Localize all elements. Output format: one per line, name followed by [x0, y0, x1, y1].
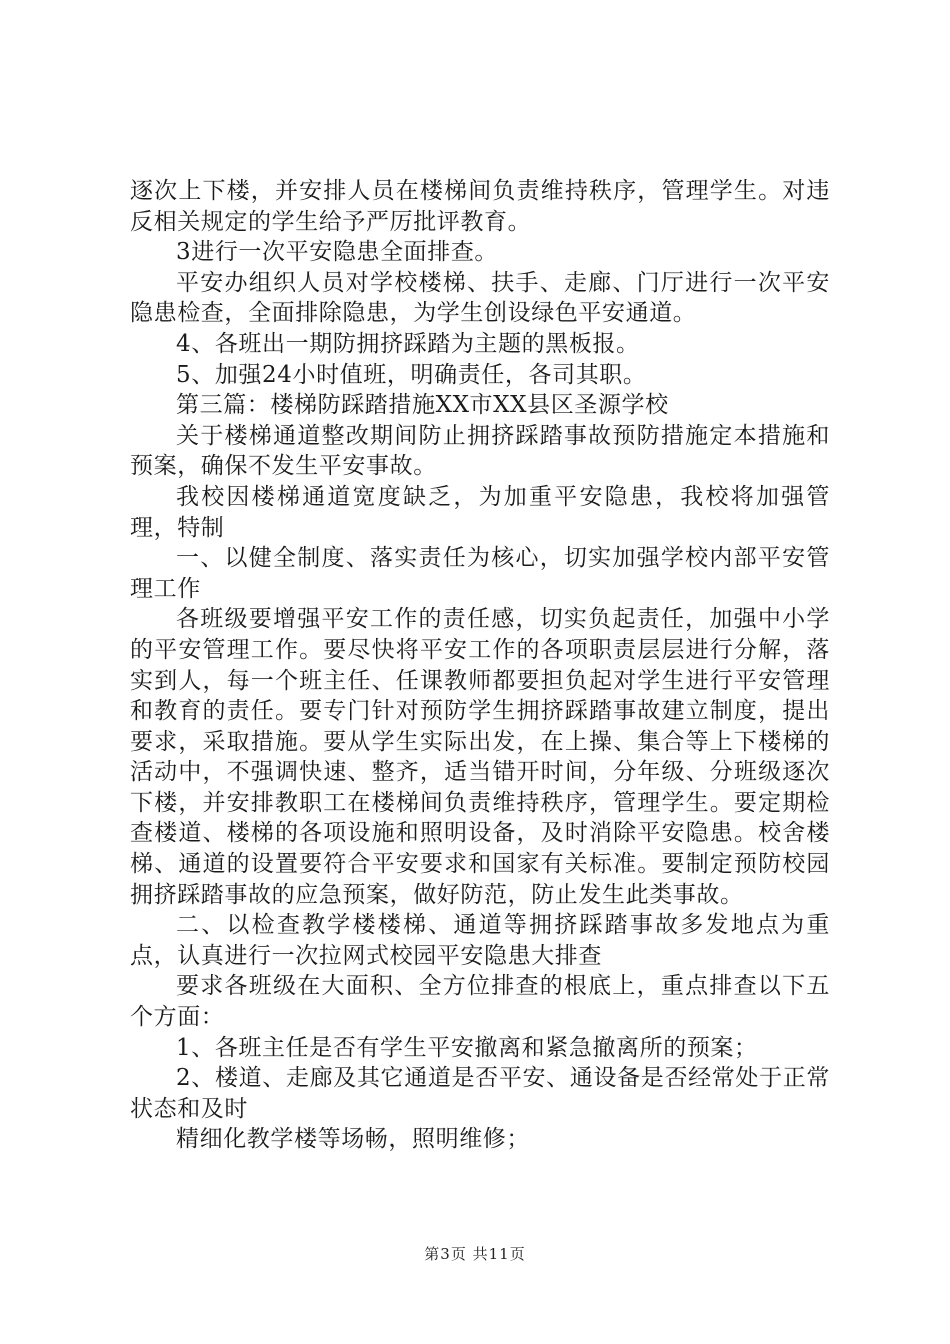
- section-heading: 第三篇：楼梯防踩踏措施XX市XX县区圣源学校: [176, 392, 669, 419]
- paragraph: 各班级要增强平安工作的责任感，切实负起责任，加强中小学的平安管理工作。要尽快将平安工作的各项职责层层进行分解，落实到人，每一个班主任、任课教师都要担负起对学生进行平安管理和教育的责任。要专门针对预防学生拥挤踩踏事故建立制度，提出要求，采取措施。要从学生实际出发，在上操、集合等上下楼梯的活动中，不强调快速、整齐，适当错开时间，分年级、分班级逐次下楼，并安排教职工在楼梯间负责维持秩序，管理学生。要定期检查楼道、楼梯的各项设施和照明设备，及时消除平安隐患。校舍楼梯、通道的设置要符合平安要求和国家有关标准。要制定预防校园拥挤踩踏事故的应急预案，做好防范，防止发生此类事故。: [130, 606, 830, 908]
- paragraph: 我校因楼梯通道宽度缺乏，为加重平安隐患，我校将加强管理，特制: [130, 483, 830, 541]
- paragraph: 一、以健全制度、落实责任为核心，切实加强学校内部平安管理工作: [130, 545, 830, 602]
- paragraph: 5、加强24小时值班，明确责任，各司其职。: [176, 361, 647, 388]
- paragraph: 4、各班出一期防拥挤踩踏为主题的黑板报。: [176, 330, 640, 357]
- paragraph: 关于楼梯通道整改期间防止拥挤踩踏事故预防措施定本措施和预案，确保不发生平安事故。: [130, 422, 830, 480]
- paragraph: 精细化教学楼等场畅，照明维修；: [176, 1126, 530, 1153]
- paragraph: 要求各班级在大面积、全方位排查的根底上，重点排查以下五个方面：: [130, 973, 830, 1031]
- paragraph: 逐次上下楼，并安排人员在楼梯间负责维持秩序，管理学生。对违反相关规定的学生给予严厉批评教育。: [130, 178, 830, 235]
- paragraph: 平安办组织人员对学校楼梯、扶手、走廊、门厅进行一次平安隐患检查，全面排除隐患，为学生创设绿色平安通道。: [130, 269, 830, 327]
- paragraph: 2、楼道、走廊及其它通道是否平安、通设备是否经常处于正常状态和及时: [130, 1065, 830, 1122]
- paragraph: 1、各班主任是否有学生平安撤离和紧急撤离所的预案；: [176, 1034, 758, 1061]
- page-number-footer: 第3页 共11页: [424, 1245, 526, 1263]
- paragraph: 二、以检查教学楼楼梯、通道等拥挤踩踏事故多发地点为重点，认真进行一次拉网式校园平安隐患大排查: [130, 912, 830, 969]
- document-body: [130, 176, 830, 1155]
- paragraph: 3进行一次平安隐患全面排查。: [176, 239, 499, 266]
